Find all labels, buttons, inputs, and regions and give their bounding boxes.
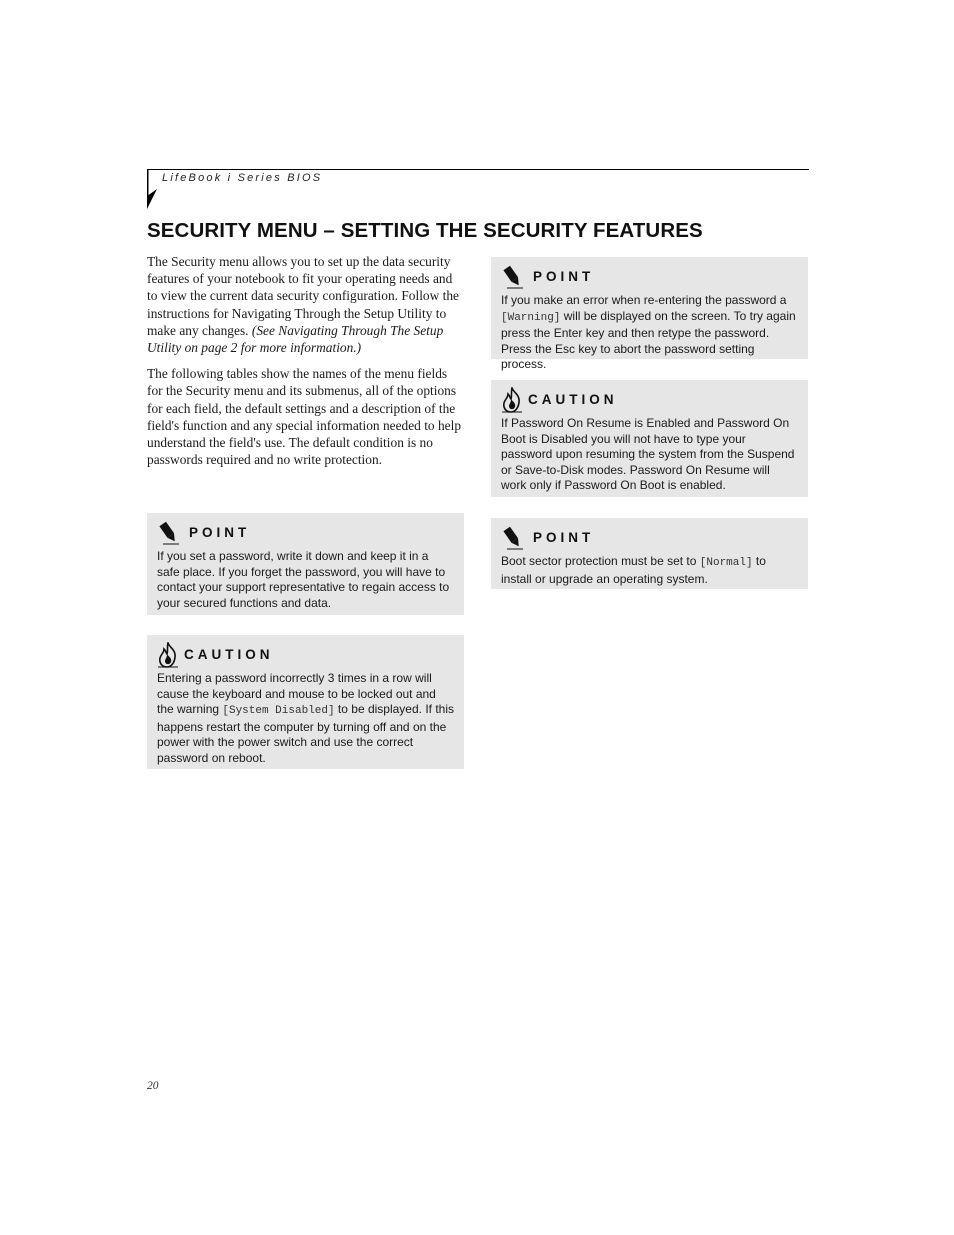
page-number: 20 xyxy=(147,1080,159,1092)
note-text-part: Entering a password incorrectly 3 times in a row will cause the keyboard and mouse to be locked out and the warning xyxy=(157,671,436,717)
note-label: POINT xyxy=(533,530,595,546)
code-warning: [Warning] xyxy=(501,311,561,324)
note-text-part: will be displayed on the screen. To try again press the Enter key and then retype the password. Press the Esc key to abort the password setting process. xyxy=(501,308,796,372)
note-text-part: Boot sector protection must be set to xyxy=(501,554,700,568)
point-note-boot-sector xyxy=(491,518,808,589)
flame-icon xyxy=(157,642,179,668)
note-header xyxy=(157,520,454,546)
flame-icon xyxy=(501,387,523,413)
note-header xyxy=(501,264,798,290)
note-text-part: If you make an error when re-entering the password a xyxy=(501,293,787,307)
page-title: SECURITY MENU – SETTING THE SECURITY FEATURES xyxy=(147,219,703,242)
point-note-reenter-password xyxy=(491,257,808,372)
note-text xyxy=(501,554,798,587)
caution-note-password-on-resume xyxy=(491,380,808,497)
caution-note-incorrect-password xyxy=(147,635,464,769)
note-header xyxy=(501,387,798,413)
intro-paragraph-2: The following tables show the names of the menu fields for the Security menu and its submenus, all of the options for each field, the default settings and a description of the field's function and any special information needed to help understand the field's use. The default condition is no passwords required and no write protection. xyxy=(147,366,462,468)
note-label: CAUTION xyxy=(528,392,618,408)
header-rule xyxy=(148,169,809,170)
note-text xyxy=(501,293,798,373)
intro-cross-reference: (See Navigating Through The Setup Utility on page 2 for more information.) xyxy=(147,322,444,356)
note-label: CAUTION xyxy=(184,647,274,663)
note-header xyxy=(501,525,798,551)
note-label: POINT xyxy=(189,525,251,541)
intro-paragraph-1-text: The Security menu allows you to set up the data security features of your notebook to fit your operating needs and to view the current data security configuration. Follow the instructions for Navigating Through the Setup Utility to make any changes. xyxy=(147,254,459,338)
pencil-icon xyxy=(501,526,525,550)
point-note-password-safe xyxy=(147,513,464,615)
note-header xyxy=(157,642,454,668)
left-column xyxy=(147,253,465,477)
note-text-part: to install or upgrade an operating system. xyxy=(501,554,766,586)
note-text: If you set a password, write it down and keep it in a safe place. If you forget the password, you will have to contact your support representative to regain access to your secured functions and data. xyxy=(157,549,450,610)
code-system-disabled: [System Disabled] xyxy=(222,705,335,718)
note-label: POINT xyxy=(533,269,595,285)
header-tick xyxy=(147,169,157,209)
pencil-icon xyxy=(501,265,525,289)
intro-paragraph-1 xyxy=(147,253,465,356)
note-text-part: to be displayed. If this happens restart the computer by turning off and on the power with the power switch and use the correct password on reboot. xyxy=(157,702,454,765)
running-head: LifeBook i Series BIOS xyxy=(162,172,323,184)
pencil-icon xyxy=(157,521,181,545)
note-text: If Password On Resume is Enabled and Password On Boot is Disabled you will not have to type your password upon resuming the system from the Suspend or Save-to-Disk modes. Password On Resume will work only if Password On Boot is enabled. xyxy=(501,416,795,493)
note-text xyxy=(157,671,454,767)
code-normal: [Normal] xyxy=(699,557,753,569)
